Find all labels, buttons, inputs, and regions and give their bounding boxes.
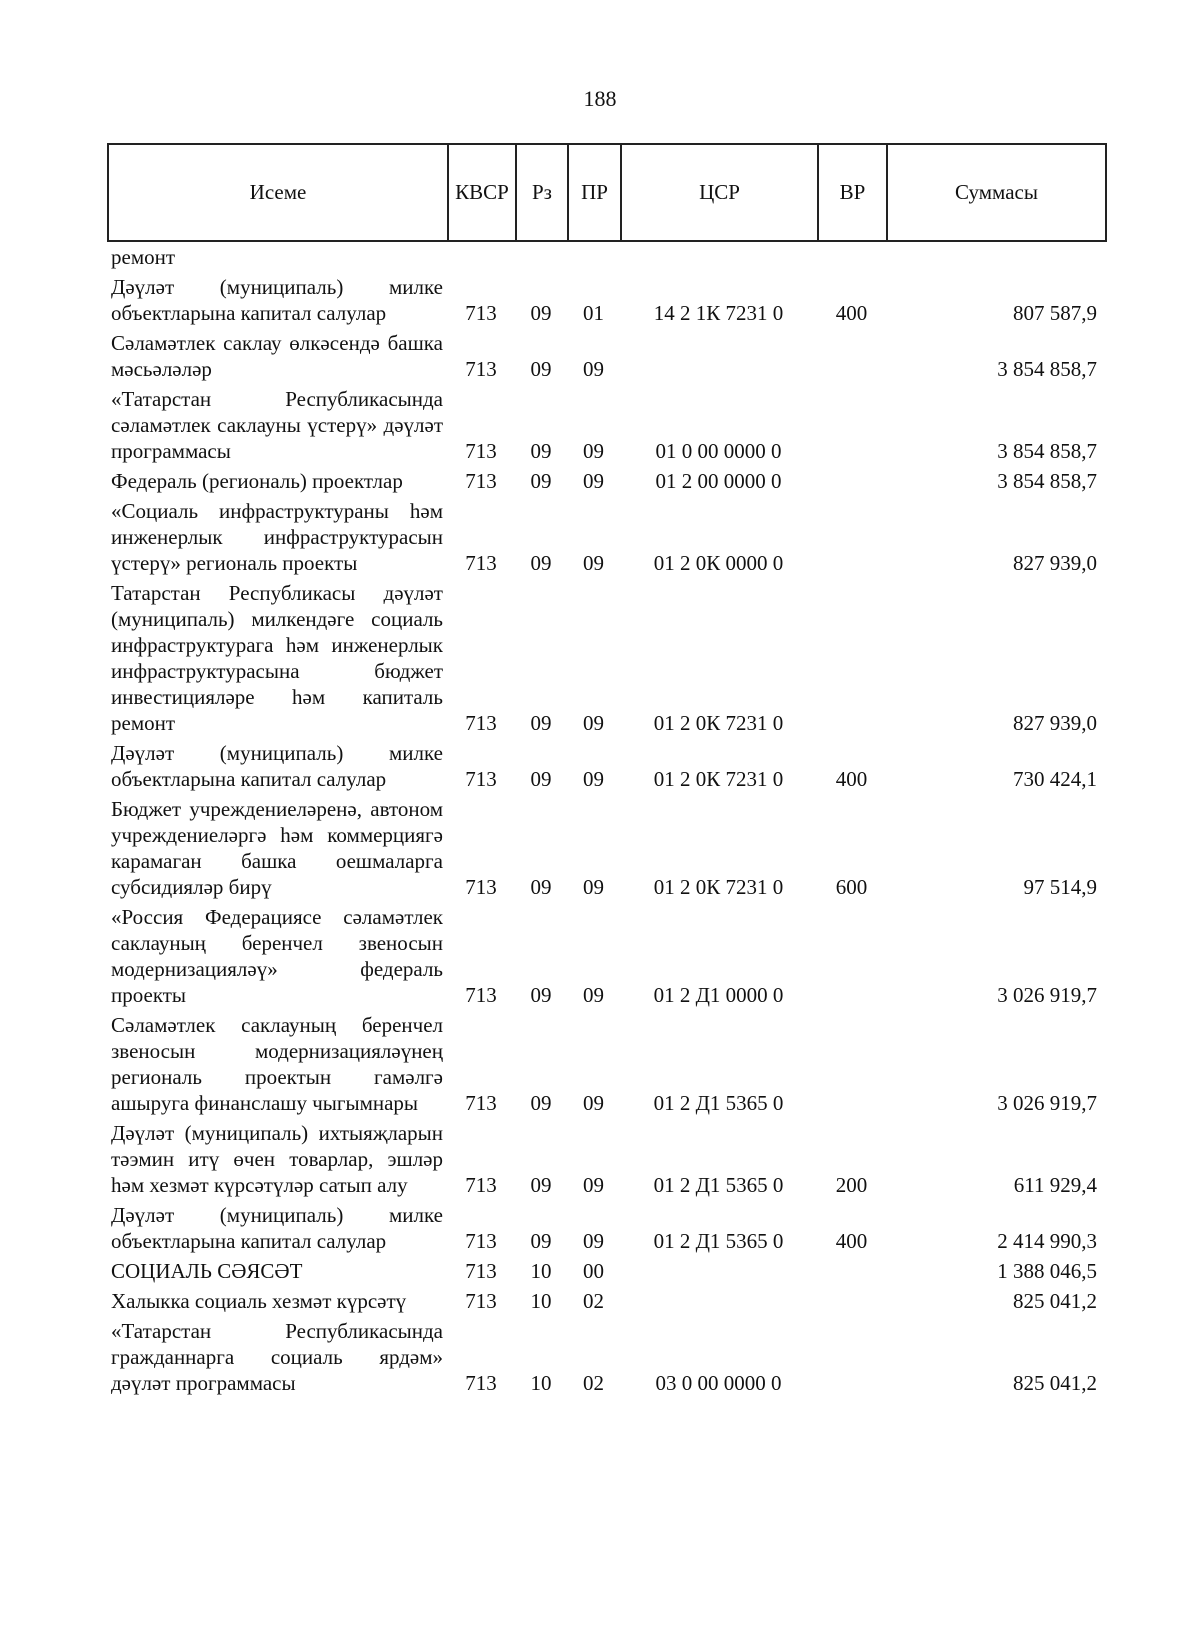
table-row [107,384,1105,466]
row-csr-cell: 01 2 Д1 5365 0 [653,1091,784,1115]
page-number: 188 [583,86,617,111]
row-kvsr-cell: 713 [465,1289,497,1313]
table-row [107,1118,1105,1200]
column-header-kvsr: КВСР [448,144,516,241]
row-pr-cell: 09 [583,469,604,493]
table-row [107,1286,1105,1316]
row-name-cell: СОЦИАЛЬ СӘЯСӘТ [111,1259,303,1283]
row-csr-cell [620,242,817,272]
column-header-csr: ЦСР [621,144,818,241]
row-sum-cell: 827 939,0 [1013,551,1097,575]
row-pr-cell: 09 [583,875,604,899]
row-pr-cell: 09 [583,1229,604,1253]
table-row [107,242,1105,272]
row-sum-cell: 97 514,9 [1023,875,1097,899]
row-rz-cell: 09 [530,301,552,325]
row-pr-cell: 09 [583,439,604,463]
row-kvsr-cell: 713 [465,1259,497,1283]
row-sum-cell: 3 854 858,7 [997,357,1097,381]
row-name-cell: «Татарстан Республикасында сәламәтлек саклауны үстерү» дәүләт программасы [111,387,443,463]
row-sum-cell: 3 026 919,7 [997,983,1097,1007]
table-row [107,1200,1105,1256]
row-rz-cell: 10 [530,1371,552,1395]
column-header-pr: ПР [568,144,621,241]
row-vr-cell [817,1010,886,1118]
row-rz-cell: 09 [530,711,552,735]
row-sum-cell: 730 424,1 [1013,767,1097,791]
row-sum-cell: 807 587,9 [1013,301,1097,325]
row-rz-cell: 10 [530,1289,552,1313]
row-vr-cell: 600 [835,875,868,899]
row-kvsr-cell: 713 [465,983,497,1007]
row-vr-cell [817,466,886,496]
row-kvsr-cell: 713 [465,1371,497,1395]
row-name-cell: Бюджет учреждениеләренә, автоном учреждениеләргә һәм коммерциягә карамаган башка оешмаларга субсидияләр бирү [111,797,443,899]
row-kvsr-cell: 713 [465,551,497,575]
row-vr-cell: 400 [835,767,868,791]
row-sum-cell: 825 041,2 [1013,1289,1097,1313]
row-vr-cell: 400 [835,1229,868,1253]
column-header-vr: ВР [818,144,887,241]
row-csr-cell: 01 0 00 0000 0 [655,439,782,463]
row-csr-cell: 01 2 0К 7231 0 [653,711,784,735]
table-row [107,1316,1105,1398]
table-header [107,143,1107,242]
row-kvsr-cell: 713 [465,767,497,791]
row-pr-cell: 09 [583,711,604,735]
row-rz-cell: 09 [530,439,552,463]
row-kvsr-cell: 713 [465,469,497,493]
row-sum-cell: 611 929,4 [1013,1173,1097,1197]
row-pr-cell: 09 [583,1173,604,1197]
row-pr-cell: 09 [583,551,604,575]
row-csr-cell: 01 2 Д1 0000 0 [653,983,784,1007]
table-row [107,902,1105,1010]
table-row [107,738,1105,794]
row-sum-cell: 3 854 858,7 [997,439,1097,463]
row-name-cell: Дәүләт (муниципаль) милке объектларына капитал салулар [111,741,443,791]
row-pr-cell: 09 [583,983,604,1007]
row-name-cell: Дәүләт (муниципаль) милке объектларына капитал салулар [111,1203,443,1253]
row-sum-cell: 2 414 990,3 [997,1229,1097,1253]
row-csr-cell: 01 2 0К 0000 0 [653,551,784,575]
row-rz-cell: 10 [530,1259,552,1283]
budget-table [107,143,1105,1398]
column-header-rz: Рз [516,144,568,241]
column-header-name: Исеме [108,144,448,241]
row-kvsr-cell: 713 [465,1173,497,1197]
row-kvsr-cell: 713 [465,301,497,325]
row-vr-cell [817,496,886,578]
row-rz-cell [515,242,567,272]
row-csr-cell: 01 2 0К 7231 0 [653,767,784,791]
row-rz-cell: 09 [530,357,552,381]
row-vr-cell [817,1316,886,1398]
row-csr-cell: 01 2 0К 7231 0 [653,875,784,899]
row-rz-cell: 09 [530,875,552,899]
row-name-cell: «Татарстан Республикасында гражданнарга социаль ярдәм» дәүләт программасы [111,1319,443,1395]
row-csr-cell: 01 2 Д1 5365 0 [653,1173,784,1197]
row-name-cell: Федераль (региональ) проектлар [111,469,403,493]
table-row [107,272,1105,328]
table-row [107,496,1105,578]
row-rz-cell: 09 [530,1173,552,1197]
row-sum-cell: 825 041,2 [1013,1371,1097,1395]
row-kvsr-cell: 713 [465,1229,497,1253]
row-sum-cell [886,242,1105,272]
row-vr-cell: 400 [835,301,868,325]
table-row [107,1256,1105,1286]
row-vr-cell [817,1286,886,1316]
row-name-cell: ремонт [111,245,176,269]
row-vr-cell: 200 [835,1173,868,1197]
row-csr-cell [620,328,817,384]
row-vr-cell [817,578,886,738]
table-row [107,328,1105,384]
row-kvsr-cell: 713 [465,875,497,899]
row-pr-cell: 09 [583,1091,604,1115]
row-rz-cell: 09 [530,551,552,575]
row-rz-cell: 09 [530,983,552,1007]
row-csr-cell: 01 2 00 0000 0 [655,469,782,493]
row-rz-cell: 09 [530,469,552,493]
row-rz-cell: 09 [530,1229,552,1253]
row-sum-cell: 827 939,0 [1013,711,1097,735]
row-sum-cell: 3 854 858,7 [997,469,1097,493]
row-kvsr-cell: 713 [465,439,497,463]
row-pr-cell: 02 [583,1289,604,1313]
row-name-cell: Дәүләт (муниципаль) милке объектларына капитал салулар [111,275,443,325]
row-csr-cell: 03 0 00 0000 0 [655,1371,782,1395]
row-pr-cell [567,242,620,272]
row-rz-cell: 09 [530,767,552,791]
table-row [107,794,1105,902]
table-row [107,466,1105,496]
row-kvsr-cell: 713 [465,1091,497,1115]
row-name-cell: «Социаль инфраструктураны һәм инженерлык инфраструктурасын үстерү» региональ проекты [111,499,443,575]
row-kvsr-cell [447,242,515,272]
row-vr-cell [817,242,886,272]
row-pr-cell: 01 [583,301,604,325]
row-pr-cell: 09 [583,767,604,791]
row-vr-cell [817,902,886,1010]
row-vr-cell [817,328,886,384]
row-sum-cell: 1 388 046,5 [997,1259,1097,1283]
row-name-cell: «Россия Федерациясе сәламәтлек саклауның беренчел звеносын модернизацияләү» федераль проекты [111,905,443,1007]
row-pr-cell: 02 [583,1371,604,1395]
row-vr-cell [817,384,886,466]
row-csr-cell [620,1286,817,1316]
row-csr-cell [620,1256,817,1286]
table-row [107,578,1105,738]
row-rz-cell: 09 [530,1091,552,1115]
row-name-cell: Сәламәтлек саклауның беренчел звеносын модернизацияләүнең региональ проектын гамәлгә ашыруга финанслашу чыгымнары [111,1013,443,1115]
row-name-cell: Сәламәтлек саклау өлкәсендә башка мәсьәләләр [111,331,443,381]
row-csr-cell: 14 2 1К 7231 0 [653,301,784,325]
row-kvsr-cell: 713 [465,711,497,735]
row-name-cell: Дәүләт (муниципаль) ихтыяҗларын тәэмин итү өчен товарлар, эшләр һәм хезмәт күрсәтүләр сатып алу [111,1121,443,1197]
row-csr-cell: 01 2 Д1 5365 0 [653,1229,784,1253]
table-row [107,1010,1105,1118]
table-body [107,242,1105,1398]
row-kvsr-cell: 713 [465,357,497,381]
row-name-cell: Татарстан Республикасы дәүләт (муниципаль) милкендәге социаль инфраструктурага һәм инженерлык инфраструктурасына бюджет инвестицияләре һәм капиталь ремонт [111,581,443,735]
row-sum-cell: 3 026 919,7 [997,1091,1097,1115]
row-name-cell: Халыкка социаль хезмәт күрсәтү [111,1289,407,1313]
row-vr-cell [817,1256,886,1286]
column-header-sum: Суммасы [887,144,1106,241]
row-pr-cell: 00 [583,1259,604,1283]
row-pr-cell: 09 [583,357,604,381]
